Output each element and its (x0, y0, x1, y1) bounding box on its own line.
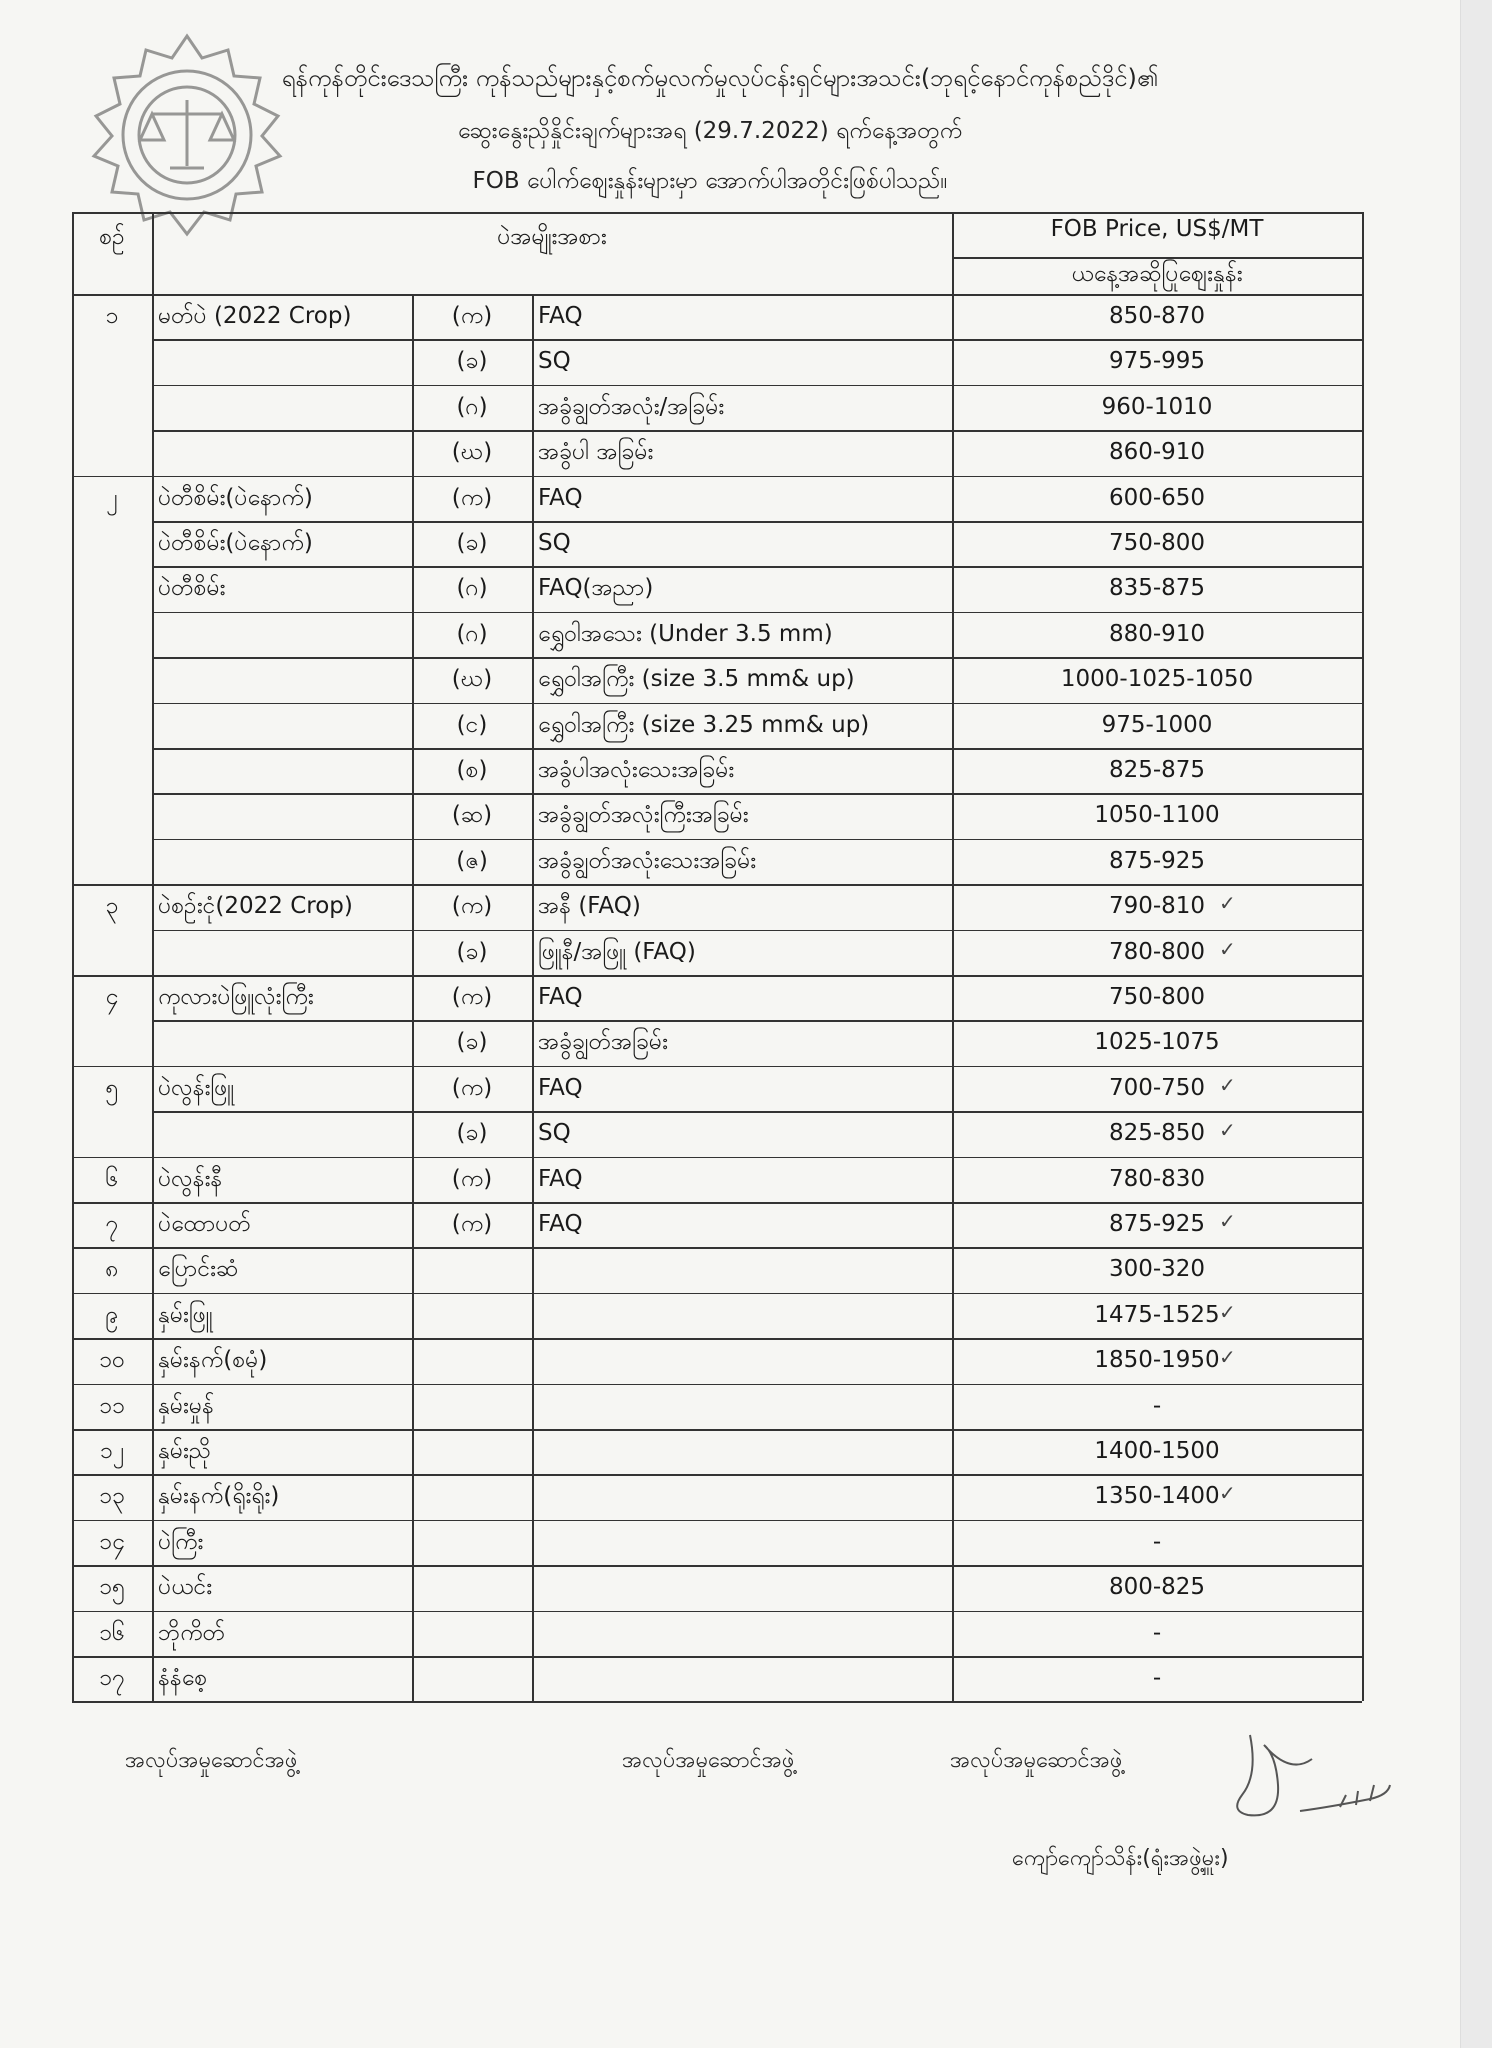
row-grade-code: (က) (451, 893, 493, 920)
row-grade-name: အခွံချွတ်အလုံး/အခြမ်း (538, 393, 725, 420)
row-grade-name: FAQ (538, 1165, 583, 1192)
header-bean-type: ပဲအမျိုးအစား (497, 224, 607, 250)
header-line-2: ဆွေးနွေးညှိနှိုင်းချက်များအရ (29.7.2022) ရက်နေ့အတွက် (457, 118, 963, 144)
row-grade-name: အခွံချွတ်အခြမ်း (538, 1029, 668, 1056)
col-line-1 (152, 212, 154, 1701)
row-grade-name: အခွံချွတ်အလုံးသေးအခြမ်း (538, 847, 757, 874)
row-line-no (72, 884, 152, 886)
row-line (152, 1247, 1362, 1249)
row-line (152, 1384, 1362, 1386)
row-checkmark: ✓ (1219, 1299, 1236, 1324)
row-serial-no: ၁၇ (99, 1665, 125, 1691)
col-line-5 (1362, 212, 1364, 1701)
row-grade-code: (ခ) (456, 530, 488, 556)
row-grade-name: SQ (538, 1120, 571, 1147)
row-bean-name: ပဲတီစိမ်း(ပဲနောက်) (158, 530, 313, 556)
row-serial-no: ၆ (105, 1165, 119, 1192)
row-price: 875-925 (1108, 1211, 1206, 1237)
row-serial-no: ၁၄ (99, 1528, 125, 1555)
row-line (152, 430, 1362, 432)
row-line (152, 566, 1362, 568)
row-grade-name: အခွံချွတ်အလုံးကြီးအခြမ်း (538, 802, 749, 829)
row-line (152, 1111, 1362, 1113)
row-line (152, 1656, 1362, 1658)
row-grade-code: (င) (456, 711, 488, 738)
row-bean-name: မတ်ပဲ (2022 Crop) (158, 303, 352, 329)
row-checkmark: ✓ (1219, 1481, 1236, 1506)
row-grade-code: (က) (451, 984, 493, 1010)
row-serial-no: ၁ (105, 303, 119, 329)
row-grade-name: ဖြူနီ/အဖြူ (FAQ) (538, 938, 696, 965)
row-price: 300-320 (1108, 1256, 1206, 1283)
row-price: 750-800 (1108, 530, 1206, 556)
row-line (152, 839, 1362, 841)
row-grade-name: အနီ (FAQ) (538, 893, 641, 920)
row-line (152, 476, 1362, 478)
row-serial-no: ၁၂ (99, 1438, 125, 1464)
row-line (152, 1157, 1362, 1159)
row-grade-name: FAQ (538, 1074, 583, 1101)
row-line-no (72, 1066, 152, 1068)
row-serial-no: ၁၀ (99, 1347, 125, 1374)
col-line-0 (72, 212, 74, 1701)
row-line-no (72, 975, 152, 977)
row-price: 825-875 (1108, 757, 1206, 783)
row-grade-code: (စ) (456, 757, 488, 783)
row-grade-name: SQ (538, 530, 571, 556)
row-price: 1050-1100 (1094, 802, 1220, 829)
footer-signature-label-2: အလုပ်အမှုဆောင်အဖွဲ့ (622, 1748, 795, 1773)
row-grade-code: (ခ) (456, 938, 488, 965)
row-bean-name: နှမ်းဖြူ (158, 1301, 213, 1328)
row-line-no (72, 1157, 152, 1159)
header-mid-line (952, 257, 1362, 259)
row-checkmark: ✓ (1219, 1345, 1236, 1370)
row-line-no (72, 476, 152, 478)
row-grade-code: (ဂ) (456, 620, 488, 647)
row-serial-no: ၁၅ (99, 1574, 125, 1601)
row-grade-code: (ခ) (456, 1120, 488, 1147)
row-price: 825-850 (1108, 1120, 1206, 1147)
row-price: 750-800 (1108, 984, 1206, 1010)
footer-signature-label-3: အလုပ်အမှုဆောင်အဖွဲ့ (950, 1748, 1123, 1773)
row-checkmark: ✓ (1219, 1072, 1236, 1097)
row-grade-code: (က) (451, 1074, 493, 1101)
row-line (152, 339, 1362, 341)
row-grade-name: အခွံပါအလုံးသေးအခြမ်း (538, 757, 735, 783)
row-grade-name: FAQ(အညာ) (538, 575, 654, 602)
row-grade-name: FAQ (538, 1211, 583, 1237)
row-grade-name: ရွှေဝါအသေး (Under 3.5 mm) (538, 620, 833, 647)
row-grade-code: (က) (451, 303, 493, 329)
row-price: - (1152, 1392, 1162, 1419)
row-line (152, 1429, 1362, 1431)
row-bean-name: ပဲထောပတ် (158, 1211, 251, 1237)
row-grade-name: FAQ (538, 984, 583, 1010)
row-bean-name: ပဲလွန်းဖြူ (158, 1074, 235, 1101)
row-bean-name: ပဲကြီး (158, 1528, 204, 1555)
row-serial-no: ၇ (105, 1211, 119, 1237)
row-line (152, 1474, 1362, 1476)
row-price: - (1152, 1528, 1162, 1555)
row-line (152, 975, 1362, 977)
row-line (152, 930, 1362, 932)
signer-name: ကျော်ကျော်သိန်း(ရုံးအဖွဲ့မှူး) (1012, 1846, 1229, 1871)
row-price: 860-910 (1108, 439, 1206, 466)
row-line (152, 521, 1362, 523)
row-price: 1350-1400 (1094, 1483, 1220, 1510)
row-price: - (1152, 1619, 1162, 1646)
row-price: 700-750 (1108, 1074, 1206, 1101)
handwritten-signature-icon (1220, 1715, 1410, 1845)
row-bean-name: ပြောင်းဆံ (158, 1256, 239, 1283)
row-line-no (72, 1293, 152, 1295)
row-line (152, 884, 1362, 886)
row-bean-name: နှမ်းနက်(စမုံ) (158, 1347, 268, 1374)
row-line (152, 657, 1362, 659)
row-serial-no: ၉ (105, 1301, 119, 1328)
row-grade-code: (ဆ) (451, 802, 493, 829)
row-price: - (1152, 1665, 1162, 1691)
row-grade-code: (က) (451, 484, 493, 511)
row-line-no (72, 1429, 152, 1431)
row-bean-name: နံနံစေ့ (158, 1665, 208, 1691)
row-line (152, 1293, 1362, 1295)
row-price: 780-830 (1108, 1165, 1206, 1192)
row-grade-name: ရွှေဝါအကြီး (size 3.25 mm& up) (538, 711, 870, 738)
row-price: 600-650 (1108, 484, 1206, 511)
row-grade-code: (ဃ) (451, 439, 493, 466)
row-line-no (72, 1474, 152, 1476)
row-line (152, 1520, 1362, 1522)
header-serial-no: စဉ် (99, 224, 125, 250)
row-bean-name: ပဲယင်း (158, 1574, 213, 1601)
row-line-no (72, 1520, 152, 1522)
row-bean-name: ပဲစဉ်းငုံ(2022 Crop) (158, 893, 353, 920)
row-checkmark: ✓ (1219, 1118, 1236, 1143)
row-bean-name: ဘိုကိတ် (158, 1619, 226, 1646)
footer-signature-label-1: အလုပ်အမှုဆောင်အဖွဲ့ (125, 1748, 298, 1773)
row-bean-name: ကုလားပဲဖြူလုံးကြီး (158, 984, 314, 1010)
row-grade-code: (ခ) (456, 1029, 488, 1056)
row-checkmark: ✓ (1219, 936, 1236, 961)
row-line (152, 703, 1362, 705)
row-grade-name: အခွံပါ အခြမ်း (538, 439, 654, 466)
row-bean-name: ပဲတီစိမ်း (158, 575, 226, 602)
row-line (152, 1066, 1362, 1068)
row-price: 875-925 (1108, 847, 1206, 874)
row-line (152, 748, 1362, 750)
row-grade-name: FAQ (538, 303, 583, 329)
row-price: 1475-1525 (1094, 1301, 1220, 1328)
row-line (152, 1611, 1362, 1613)
row-serial-no: ၂ (106, 484, 118, 511)
header-fob-price: FOB Price, US$/MT (1050, 216, 1264, 242)
row-line (152, 1565, 1362, 1567)
row-checkmark: ✓ (1219, 1209, 1236, 1233)
header-line-3: FOB ပေါက်ဈေးနှုန်းများမှာ အောက်ပါအတိုင်းဖြစ်ပါသည်။ (472, 168, 948, 194)
row-line (152, 385, 1362, 387)
row-checkmark: ✓ (1219, 891, 1236, 916)
row-serial-no: ၁၆ (99, 1619, 125, 1646)
row-price: 1400-1500 (1094, 1438, 1220, 1464)
row-line (152, 612, 1362, 614)
row-grade-name: SQ (538, 348, 571, 375)
row-price: 960-1010 (1101, 393, 1213, 420)
row-line-no (72, 1565, 152, 1567)
row-serial-no: ၁၃ (99, 1483, 125, 1510)
header-today-price: ယနေ့အဆိုပြုဈေးနှုန်း (1071, 261, 1243, 287)
table-top-border (72, 212, 1362, 214)
row-line (152, 1020, 1362, 1022)
row-serial-no: ၁၁ (99, 1392, 125, 1419)
row-price: 1000-1025-1050 (1060, 666, 1254, 693)
row-bean-name: နှမ်းမှုန် (158, 1392, 214, 1419)
row-serial-no: ၄ (105, 984, 119, 1010)
header-line-1: ရန်ကုန်တိုင်းဒေသကြီး ကုန်သည်များနှင့်စက်မှုလက်မှုလုပ်ငန်းရှင်များအသင်း(ဘုရင့်နောင်ကုန်စည်ဒိုင်)၏ (281, 64, 1159, 92)
row-line-no (72, 1338, 152, 1340)
row-serial-no: ၅ (105, 1074, 119, 1101)
row-price: 800-825 (1108, 1574, 1206, 1601)
col-line-3 (532, 294, 534, 1701)
row-line (152, 1338, 1362, 1340)
row-grade-code: (က) (451, 1211, 493, 1237)
row-price: 850-870 (1108, 303, 1206, 329)
row-line-no (72, 1247, 152, 1249)
row-grade-name: FAQ (538, 484, 583, 511)
row-grade-code: (ဂ) (456, 575, 488, 602)
row-grade-code: (ဂ) (456, 393, 488, 420)
page-edge (1460, 0, 1492, 2048)
row-price: 790-810 (1108, 893, 1206, 920)
row-grade-code: (က) (451, 1165, 493, 1192)
row-line-no (72, 1202, 152, 1204)
row-serial-no: ၈ (105, 1256, 119, 1283)
row-price: 1025-1075 (1094, 1029, 1220, 1056)
row-bean-name: နှမ်းညို (158, 1438, 212, 1464)
row-grade-code: (ခ) (456, 348, 488, 375)
row-price: 1850-1950 (1094, 1347, 1220, 1374)
row-price: 975-995 (1108, 348, 1206, 375)
row-bean-name: နှမ်းနက်(ရိုးရိုး) (158, 1483, 280, 1510)
row-grade-code: (ဇ) (456, 847, 488, 874)
row-bean-name: ပဲလွန်းနီ (158, 1165, 223, 1192)
row-line-no (72, 1656, 152, 1658)
row-line (152, 793, 1362, 795)
row-line-no (72, 1611, 152, 1613)
row-price: 880-910 (1108, 620, 1206, 647)
row-line (152, 1202, 1362, 1204)
row-grade-code: (ဃ) (451, 666, 493, 693)
row-price: 975-1000 (1101, 711, 1213, 738)
row-grade-name: ရွှေဝါအကြီး (size 3.5 mm& up) (538, 666, 855, 693)
table-bottom-border (72, 1701, 1362, 1703)
row-serial-no: ၃ (105, 893, 119, 920)
row-bean-name: ပဲတီစိမ်း(ပဲနောက်) (158, 484, 313, 511)
row-line-no (72, 1384, 152, 1386)
row-price: 835-875 (1108, 575, 1206, 602)
row-price: 780-800 (1108, 938, 1206, 965)
header-bottom-line (72, 294, 1362, 296)
